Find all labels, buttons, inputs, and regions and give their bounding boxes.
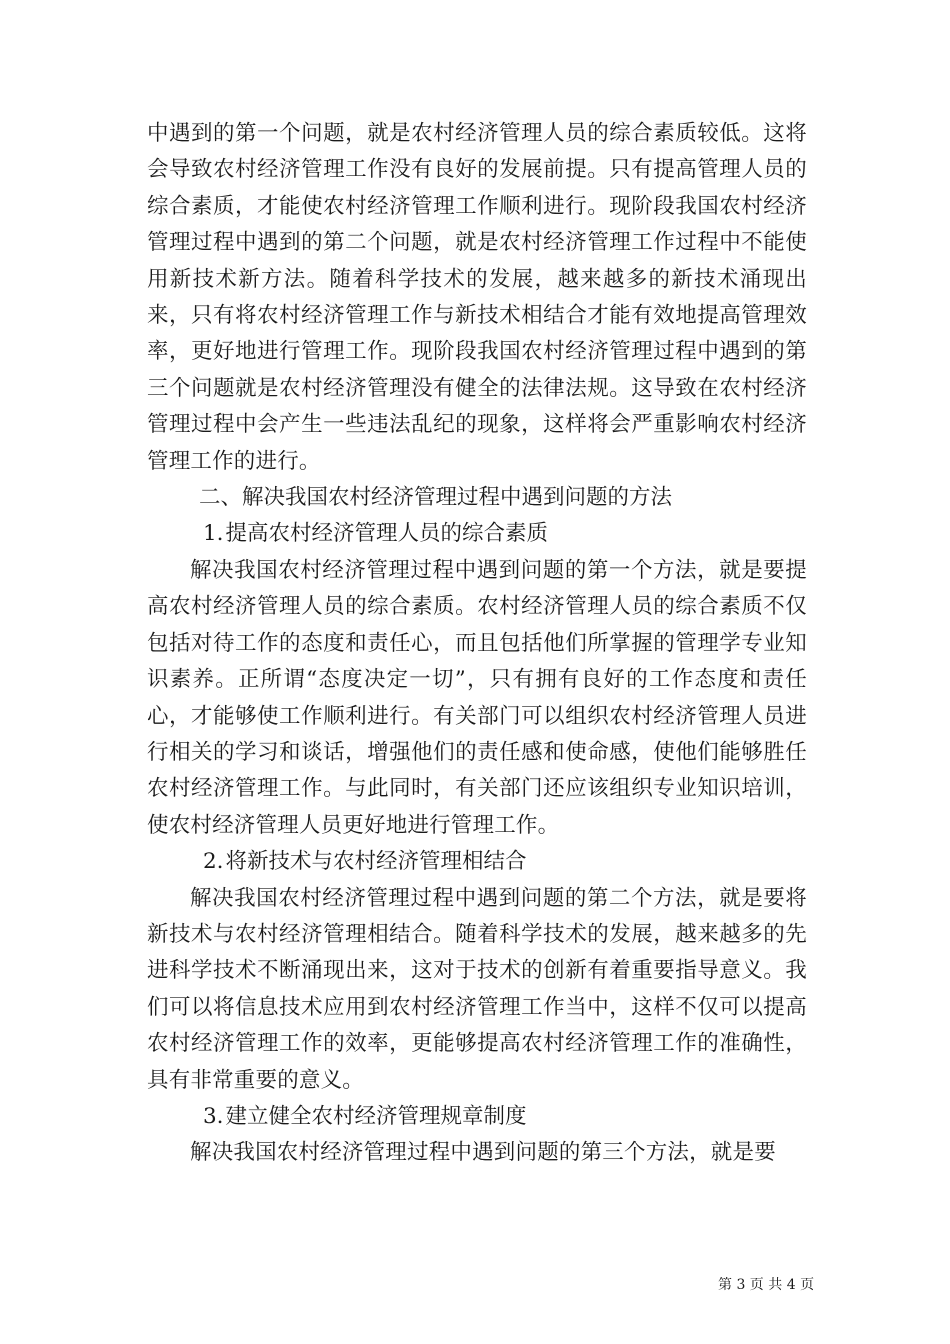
subsection-title: 提高农村经济管理人员的综合素质 bbox=[225, 521, 549, 547]
subsection-number: 1. bbox=[203, 521, 224, 547]
subsection-body-2: 解决我国农村经济管理过程中遇到问题的第二个方法，就是要将新技术与农村经济管理相结合。随着科学技术的发展，越来越多的先进科学技术不断涌现出来，这对于技术的创新有着重要指导意义。我们可以将信息技术应用到农村经济管理工作当中，这样不仅可以提高农村经济管理工作的效率，更能够提高农村经济管理工作的准确性，具有非常重要的意义。 bbox=[147, 885, 807, 1093]
subsection-title: 建立健全农村经济管理规章制度 bbox=[225, 1103, 527, 1129]
subsection-number: 3. bbox=[203, 1103, 224, 1129]
page-number-footer: 第 3 页 共 4 页 bbox=[718, 1277, 815, 1293]
subsection-heading-1 bbox=[147, 516, 807, 552]
section-heading: 二、解决我国农村经济管理过程中遇到问题的方法 bbox=[199, 485, 673, 511]
continuation-paragraph: 中遇到的第一个问题，就是农村经济管理人员的综合素质较低。这将会导致农村经济管理工作没有良好的发展前提。只有提高管理人员的综合素质，才能使农村经济管理工作顺利进行。现阶段我国农村经济管理过程中遇到的第二个问题，就是农村经济管理工作过程中不能使用新技术新方法。随着科学技术的发展，越来越多的新技术涌现出来，只有将农村经济管理工作与新技术相结合才能有效地提高管理效率，更好地进行管理工作。现阶段我国农村经济管理过程中遇到的第三个问题就是农村经济管理没有健全的法律法规。这导致在农村经济管理过程中会产生一些违法乱纪的现象，这样将会严重影响农村经济管理工作的进行。 bbox=[147, 121, 807, 474]
subsection-body-3: 解决我国农村经济管理过程中遇到问题的第三个方法，就是要 bbox=[190, 1140, 776, 1166]
subsection-number: 2. bbox=[203, 849, 224, 875]
subsection-heading-3 bbox=[147, 1099, 807, 1135]
subsection-heading-2 bbox=[147, 844, 807, 880]
subsection-title: 将新技术与农村经济管理相结合 bbox=[225, 849, 527, 875]
subsection-body-1: 解决我国农村经济管理过程中遇到问题的第一个方法，就是要提高农村经济管理人员的综合素质。农村经济管理人员的综合素质不仅包括对待工作的态度和责任心，而且包括他们所掌握的管理学专业知识素养。正所谓“态度决定一切”，只有拥有良好的工作态度和责任心，才能够使工作顺利进行。有关部门可以组织农村经济管理人员进行相关的学习和谈话，增强他们的责任感和使命感，使他们能够胜任农村经济管理工作。与此同时，有关部门还应该组织专业知识培训，使农村经济管理人员更好地进行管理工作。 bbox=[147, 557, 807, 838]
document-body bbox=[147, 116, 807, 1172]
